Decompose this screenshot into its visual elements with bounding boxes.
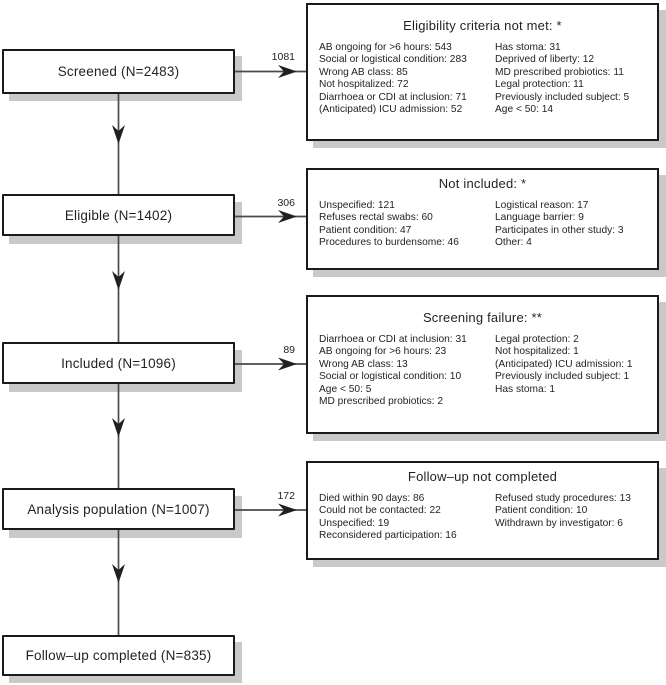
reason-list-right xyxy=(495,334,646,408)
reason-item: Other: 4 xyxy=(495,237,532,249)
reason-list-left xyxy=(319,493,495,543)
reason-item: Age < 50: 5 xyxy=(319,383,372,395)
reason-item: Social or logistical condition: 10 xyxy=(319,371,462,383)
reason-item: Not hospitalized: 72 xyxy=(319,79,409,91)
reason-item: Previously included subject: 5 xyxy=(495,91,630,103)
reason-item: Unspecified: 19 xyxy=(319,517,390,529)
connector-count: 306 xyxy=(277,197,295,209)
reason-item: Has stoma: 31 xyxy=(495,42,561,53)
reason-item: Not hospitalized: 1 xyxy=(495,346,579,358)
side-box-title: Screening failure: ** xyxy=(422,310,543,325)
flow-box-label: Follow–up completed (N=835) xyxy=(25,648,212,663)
flow-box-followup-completed xyxy=(2,635,235,676)
reason-item: Diarrhoea or CDI at inclusion: 31 xyxy=(319,334,467,345)
reason-item: Deprived of liberty: 12 xyxy=(495,54,595,66)
flow-box-included xyxy=(2,342,235,384)
flow-box-screened xyxy=(2,49,235,94)
reason-item: Participates in other study: 3 xyxy=(495,224,624,236)
connector-count: 1081 xyxy=(271,51,295,63)
flow-box-label: Analysis population (N=1007) xyxy=(27,501,210,517)
side-box-title: Follow–up not completed xyxy=(407,469,558,484)
reason-item: Diarrhoea or CDI at inclusion: 71 xyxy=(319,91,467,103)
reason-item: Procedures to burdensome: 46 xyxy=(319,237,459,249)
reason-list-right xyxy=(495,200,646,250)
reason-columns xyxy=(319,200,646,250)
reason-item: Age < 50: 14 xyxy=(495,104,554,116)
reason-list-left xyxy=(319,42,495,116)
flow-box-label: Included (N=1096) xyxy=(61,355,176,371)
side-box-followup-not-completed xyxy=(306,461,659,560)
reason-item: Has stoma: 1 xyxy=(495,383,556,395)
reason-columns xyxy=(319,334,646,408)
reason-item: Could not be contacted: 22 xyxy=(319,505,441,517)
reason-item: Reconsidered participation: 16 xyxy=(319,530,457,542)
reason-columns xyxy=(319,493,646,543)
reason-item: Withdrawn by investigator: 6 xyxy=(495,517,623,529)
reason-item: Patient condition: 10 xyxy=(495,505,588,517)
reason-item: Patient condition: 47 xyxy=(319,224,412,236)
reason-item: Wrong AB class: 85 xyxy=(319,66,408,78)
reason-item: Refused study procedures: 13 xyxy=(495,493,631,504)
reason-item: Language barrier: 9 xyxy=(495,212,584,224)
reason-list-right xyxy=(495,42,646,116)
reason-item: MD prescribed probiotics: 11 xyxy=(495,66,624,78)
connector-count: 172 xyxy=(277,490,295,502)
reason-item: AB ongoing for >6 hours: 543 xyxy=(319,42,452,53)
reason-item: (Anticipated) ICU admission: 1 xyxy=(495,358,633,370)
reason-item: Logistical reason: 17 xyxy=(495,200,589,211)
reason-item: Died within 90 days: 86 xyxy=(319,493,425,504)
reason-item: AB ongoing for >6 hours: 23 xyxy=(319,346,447,358)
flow-box-eligible xyxy=(2,194,235,236)
flow-box-analysis-population xyxy=(2,488,235,530)
reason-list-right xyxy=(495,493,646,543)
reason-item: Refuses rectal swabs: 60 xyxy=(319,212,433,224)
reason-item: Legal protection: 2 xyxy=(495,334,579,345)
reason-columns xyxy=(319,42,646,116)
reason-item: (Anticipated) ICU admission: 52 xyxy=(319,104,463,116)
reason-item: Wrong AB class: 13 xyxy=(319,358,408,370)
side-box-title: Not included: * xyxy=(438,176,527,191)
reason-item: Social or logistical condition: 283 xyxy=(319,54,467,66)
side-box-not-included xyxy=(306,168,659,270)
reason-item: Unspecified: 121 xyxy=(319,200,395,211)
side-box-screening-failure xyxy=(306,295,659,434)
flow-box-label: Screened (N=2483) xyxy=(57,64,180,79)
connector-count: 89 xyxy=(283,344,295,356)
reason-list-left xyxy=(319,200,495,250)
reason-item: Previously included subject: 1 xyxy=(495,371,630,383)
side-box-title: Eligibility criteria not met: * xyxy=(403,18,562,33)
reason-item: Legal protection: 11 xyxy=(495,79,584,91)
flow-box-label: Eligible (N=1402) xyxy=(64,207,173,223)
side-box-eligibility-not-met xyxy=(306,3,659,141)
reason-list-left xyxy=(319,334,495,408)
reason-item: MD prescribed probiotics: 2 xyxy=(319,396,443,408)
